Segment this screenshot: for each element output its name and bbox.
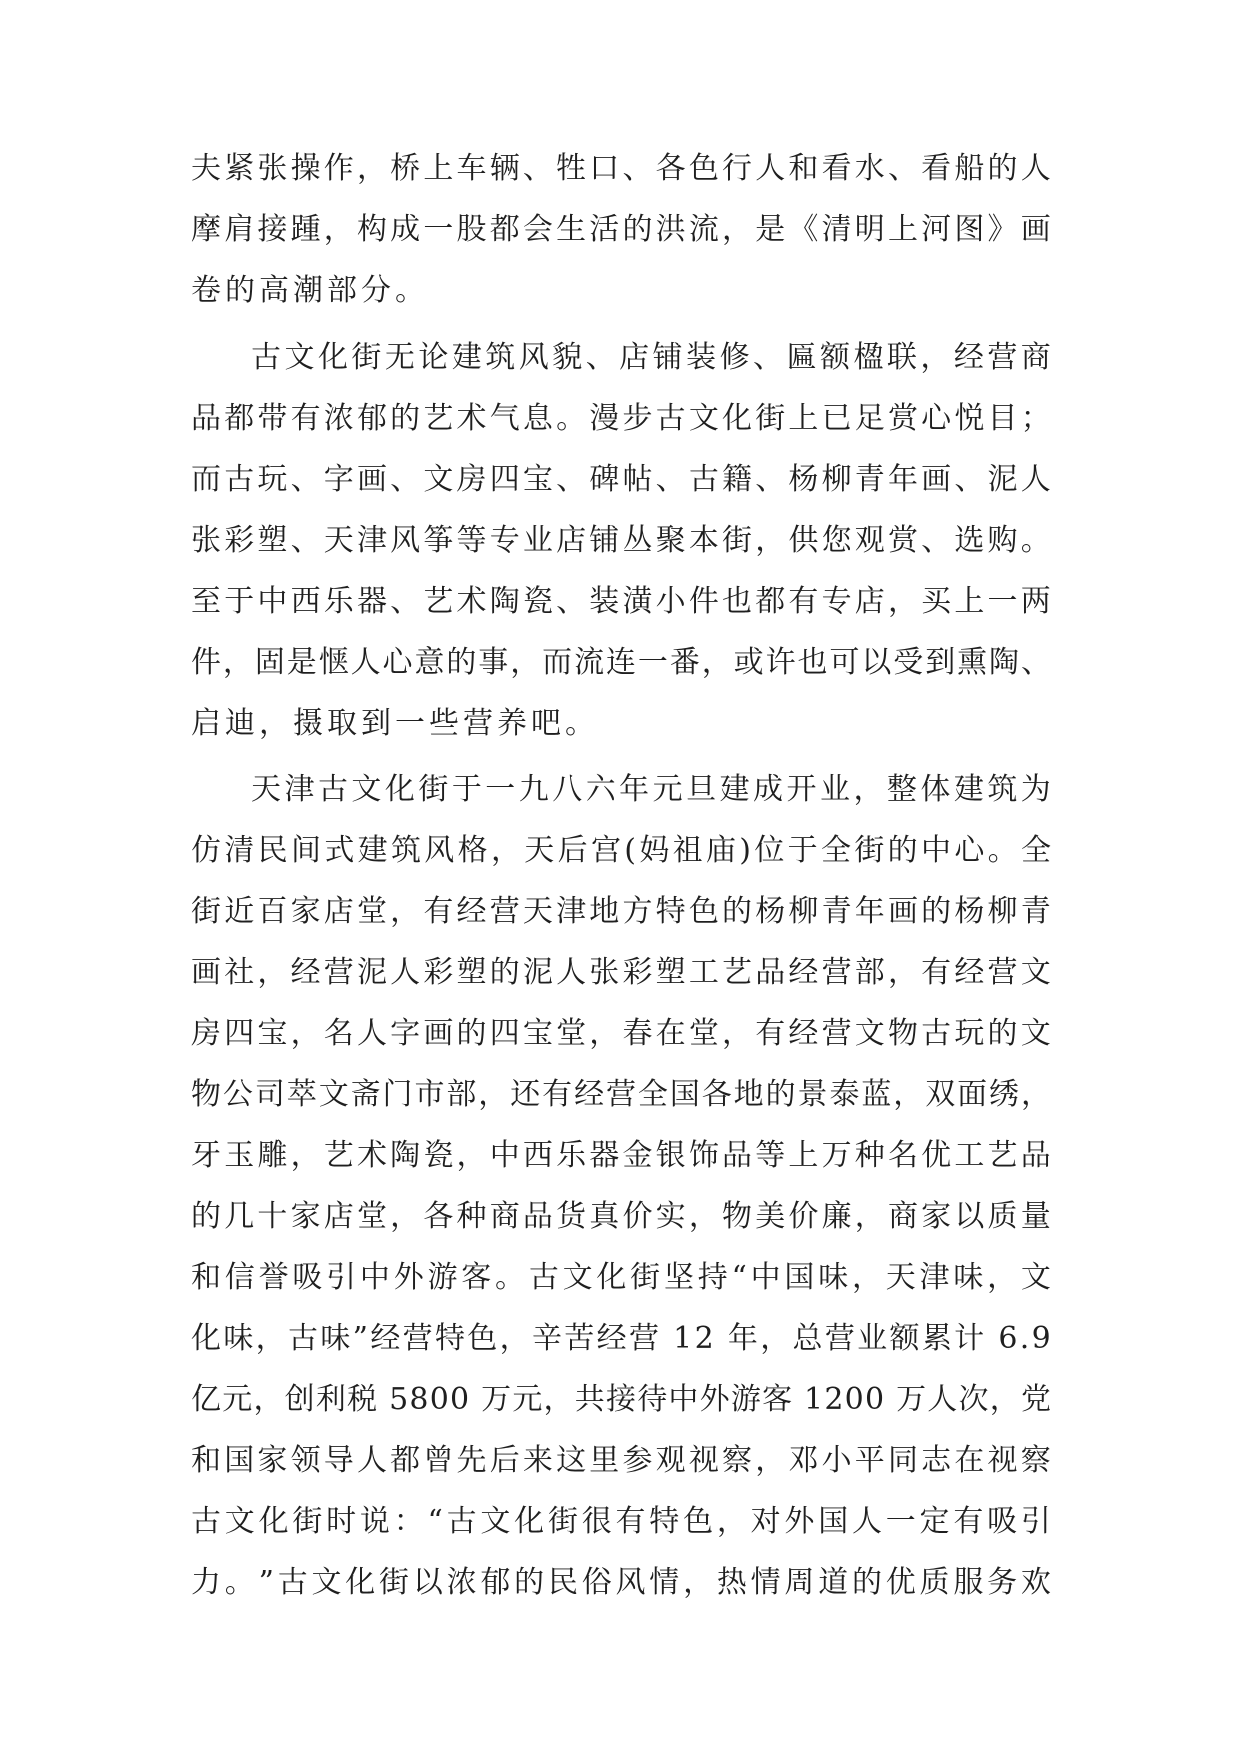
text-line: 和 信 誉 吸 引 中 外 游 客 。 古 文 化 街 坚 持 “ 中 国 味 ， 天 津 味 ， 文 (191, 1260, 1051, 1295)
text-line: 画 社 ， 经 营 泥 人 彩 塑 的 泥 人 张 彩 塑 工 艺 品 经 营 部 ， 有 经 营 文 (191, 955, 1051, 990)
text-line: 夫 紧 张 操 作 ， 桥 上 车 辆 、 牲 口 、 各 色 行 人 和 看 水 、 看 船 的 人 (191, 151, 1051, 186)
text-line: 天 津 古 文 化 街 于 一 九 八 六 年 元 旦 建 成 开 业 ， 整 体 建 筑 为 (251, 772, 1051, 807)
text-line: 卷的高潮部分。 (191, 273, 429, 308)
text-line: 力 。 ” 古 文 化 街 以 浓 郁 的 民 俗 风 情 ， 热 情 周 道 的 优 质 服 务 欢 (191, 1565, 1051, 1600)
text-line: 张 彩 塑 、 天 津 风 筝 等 专 业 店 铺 丛 聚 本 街 ， 供 您 观 赏 、 选 购 。 (191, 523, 1051, 558)
text-line: 物 公 司 萃 文 斋 门 市 部 ， 还 有 经 营 全 国 各 地 的 景 泰 蓝 ， 双 面 绣 ， (191, 1077, 1051, 1112)
text-line: 古 文 化 街 无 论 建 筑 风 貌 、 店 铺 装 修 、 匾 额 楹 联 ， 经 营 商 (251, 340, 1051, 375)
text-line: 至 于 中 西 乐 器 、 艺 术 陶 瓷 、 装 潢 小 件 也 都 有 专 店 ， 买 上 一 两 (191, 584, 1051, 619)
text-line: 启迪，摄取到一些营养吧。 (191, 706, 599, 741)
text-line: 品 都 带 有 浓 郁 的 艺 术 气 息 。 漫 步 古 文 化 街 上 已 足 赏 心 悦 目 ； (191, 401, 1051, 436)
text-line: 房 四 宝 ， 名 人 字 画 的 四 宝 堂 ， 春 在 堂 ， 有 经 营 文 物 古 玩 的 文 (191, 1016, 1051, 1051)
text-line: 古 文 化 街 时 说 ： “ 古 文 化 街 很 有 特 色 ， 对 外 国 人 一 定 有 吸 引 (191, 1504, 1051, 1539)
text-line: 和 国 家 领 导 人 都 曾 先 后 来 这 里 参 观 视 察 ， 邓 小 平 同 志 在 视 察 (191, 1443, 1051, 1478)
text-line: 街 近 百 家 店 堂 ， 有 经 营 天 津 地 方 特 色 的 杨 柳 青 年 画 的 杨 柳 青 (191, 894, 1051, 929)
text-line: 亿 元 ， 创 利 税 5 8 0 0 万 元 ， 共 接 待 中 外 游 客 1 2 0 0 万 人 次 ， 党 (191, 1382, 1051, 1417)
text-line: 牙 玉 雕 ， 艺 术 陶 瓷 ， 中 西 乐 器 金 银 饰 品 等 上 万 种 名 优 工 艺 品 (191, 1138, 1051, 1173)
text-line: 摩 肩 接 踵 ， 构 成 一 股 都 会 生 活 的 洪 流 ， 是 《 清 明 上 河 图 》 画 (191, 212, 1051, 247)
text-line: 的 几 十 家 店 堂 ， 各 种 商 品 货 真 价 实 ， 物 美 价 廉 ， 商 家 以 质 量 (191, 1199, 1051, 1234)
text-line: 件 ， 固 是 惬 人 心 意 的 事 ， 而 流 连 一 番 ， 或 许 也 可 以 受 到 熏 陶 、 (191, 645, 1051, 680)
text-line: 而 古 玩 、 字 画 、 文 房 四 宝 、 碑 帖 、 古 籍 、 杨 柳 青 年 画 、 泥 人 (191, 462, 1051, 497)
text-line: 化 味 ， 古 味 ” 经 营 特 色 ， 辛 苦 经 营 1 2 年 ， 总 营 业 额 累 计 6 . 9 (191, 1321, 1051, 1356)
text-line: 仿 清 民 间 式 建 筑 风 格 ， 天 后 宫 ( 妈 祖 庙 ) 位 于 全 街 的 中 心 。 全 (191, 833, 1051, 868)
